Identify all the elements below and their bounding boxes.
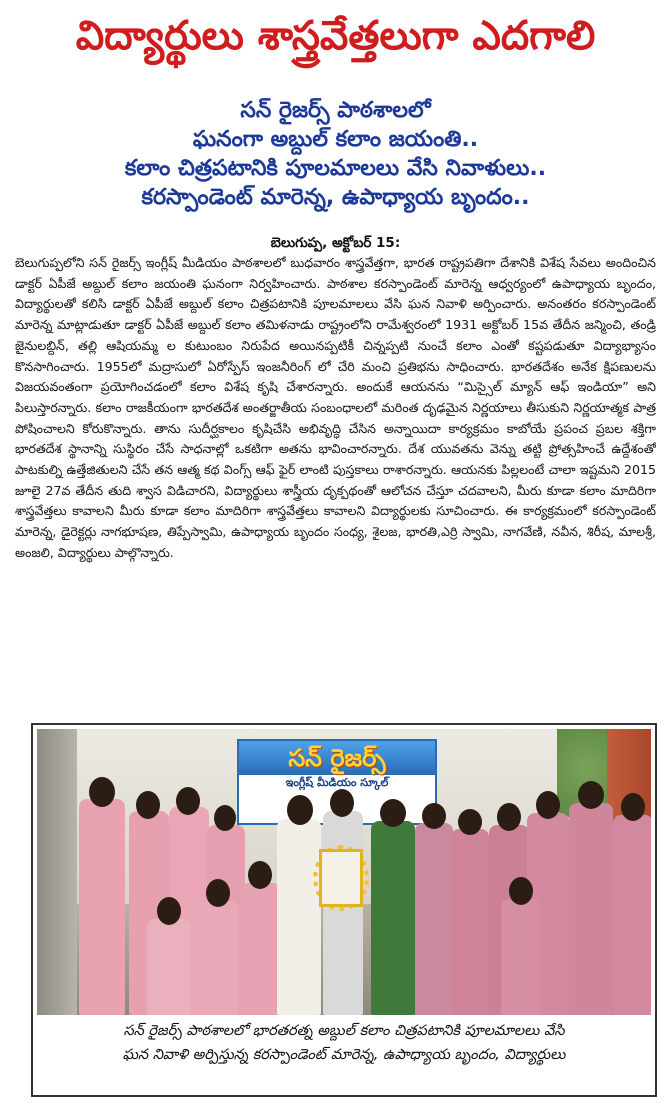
news-photo-frame bbox=[31, 723, 657, 1097]
headline: విద్యార్థులు శాస్త్రవేత్తలుగా ఎదగాలి bbox=[75, 13, 596, 59]
banner-subtitle: ఇంగ్లీష్ మీడియం స్కూల్ bbox=[285, 776, 389, 789]
student-head bbox=[176, 787, 200, 815]
student-figure bbox=[569, 803, 613, 1015]
caption-line-2: ఘన నివాళి అర్పిస్తున్న కరస్పాండెంట్ మారెన్న, ఉపాధ్యాయ బృందం, విద్యార్థులు bbox=[122, 1047, 566, 1063]
student-head bbox=[458, 809, 482, 835]
student-figure bbox=[451, 829, 489, 1015]
student-head bbox=[157, 897, 181, 925]
student-head bbox=[136, 791, 160, 819]
subhead-line-4: కరస్పాండెంట్ మారెన్న, ఉపాధ్యాయ బృందం.. bbox=[141, 185, 530, 210]
student-figure bbox=[241, 883, 281, 1015]
photo-pillar-left bbox=[37, 729, 77, 1015]
student-head bbox=[206, 879, 230, 907]
banner-title: సన్ రైజర్స్ bbox=[239, 741, 435, 775]
subheadlines bbox=[20, 96, 651, 212]
student-figure bbox=[197, 901, 239, 1015]
student-figure bbox=[501, 899, 541, 1015]
teacher-head bbox=[422, 803, 446, 829]
article-body bbox=[15, 253, 656, 693]
teacher-figure bbox=[415, 823, 453, 1015]
student-head bbox=[578, 781, 604, 809]
teacher-figure bbox=[371, 821, 415, 1015]
subhead-line-3: కలాం చిత్రపటానికి పూలమాలలు వేసి నివాళులు.. bbox=[124, 156, 547, 181]
article-paragraph: బెలుగుప్పలోని సన్ రైజర్స్ ఇంగ్లీష్ మీడియం పాఠశాలలో బుధవారం శాస్త్రవేత్తగా, భారత రాష్ట్రపతిగా దేశానికి విశేష సేవలు అందించిన డాక్టర్ ఏపీజే అబ్దుల్ కలాం జయంతి ఘనంగా నిర్వహించారు. పాఠశాల కరస్పాండెంట్ మారెన్న ఆధ్వర్యంలో ఉపాధ్యాయ బృందం, విద్యార్థులతో కలిసి డాక్టర్ ఏపీజే అబ్దుల్ కలాం చిత్రపటానికి పూలమాలలు వేసి ఘన నివాళి అర్పించారు. అనంతరం కరస్పాండెంట్ మారెన్న మాట్లాడుతూ డాక్టర్ ఏపీజే అబ్దుల్ కలాం తమిళనాడు రాష్ట్రంలోని రామేశ్వరంలో 1931 అక్టోబర్ 15వ తేదీన జన్మించి, తండ్రి జైనులబ్దిన్, తల్లి ఆషియమ్మ ల కుటుంబం నిరుపేద అయినప్పటికీ చిన్నప్పటి నుంచే కలాం ఎంతో కష్టపడుతూ విద్యాభ్యాసం కొనసాగించారు. 1955లో మద్రాసులో ఏరోస్పేస్ ఇంజనీరింగ్ లో చేరి మంచి ప్రతిభను సాధించారు. భారతదేశం అనేక క్షిపణులను విజయవంతంగా ప్రయోగించడంలో కలాం విశేష కృషి చేశారన్నారు. అందుకే ఆయనను “మిస్సైల్ మ్యాన్ ఆఫ్ ఇండియా” అని పిలుస్తారన్నారు. కలాం రాజకీయంగా భారతదేశ అంతర్జాతీయ సంబంధాలలో మరింత దృఢమైన నిర్ణయాలు తీసుకుని నిర్ణయాత్మక పాత్ర పోషించాలని కోరుకొన్నారు. తాను సుదీర్ఘకాలం కృషిచేసి అభివృద్ధి చేసిన అన్నాయిదా కార్యక్రమం కాబోయే ప్రపంచ ప్రబల శక్తిగా భారతదేశ స్థానాన్ని సుస్థిరం చేసే సాధనాల్లో ఒకటిగా అతను భావించారన్నారు. దేశ యువతను వెన్ను తట్టి ప్రోత్సహించే ఉద్దేశంతో పాటకుల్ని ఉత్తేజితులని చేసే తన ఆత్మ కథ వింగ్స్ ఆఫ్ ఫైర్ లాంటి పుస్తకాలు రాశారన్నారు. ఆయనకు పిల్లలంటే చాలా ఇష్టమని 2015 జూలై 27వ తేదీన తుది శ్వాస విడిచారని, విద్యార్థులు శాస్త్రీయ దృక్పథంతో ఆలోచన చేస్తూ చదవాలని, మీరు కూడా కలాం మాదిరిగా శాస్త్రవేత్తలు కావాలని మీరు కూడా కలాం మాదిరిగా శాస్త్రవేత్తలు కావాలని విద్యార్థులకు సూచించారు. ఈ కార్యక్రమంలో కరస్పాండెంట్ మారెన్న, డైరెక్టర్లు నాగభూషణ, తిప్పేస్వామి, ఉపాధ్యాయ బృందం సంధ్య, శైలజ, భారతి,ఎర్రి స్వామి, నాగవేణి, నవీన, శిరీష, మాలశ్రీ, అంజలి, విద్యార్థులు పాల్గొన్నారు. bbox=[15, 255, 656, 560]
news-photo bbox=[37, 729, 651, 1015]
photo-caption bbox=[37, 1019, 651, 1067]
correspondent-head bbox=[287, 795, 313, 825]
correspondent-figure bbox=[277, 819, 321, 1015]
student-head bbox=[214, 805, 236, 831]
student-head bbox=[536, 791, 560, 819]
student-head bbox=[89, 777, 115, 807]
subhead-line-2: ఘనంగా అబ్దుల్ కలాం జయంతి.. bbox=[192, 127, 479, 152]
student-head bbox=[497, 803, 521, 831]
student-head bbox=[509, 877, 533, 905]
student-figure bbox=[79, 799, 125, 1015]
student-head bbox=[621, 793, 645, 821]
caption-line-1: సన్ రైజర్స్ పాఠశాలలో భారతరత్న అబ్దుల్ కలాం చిత్రపటానికి పూలమాలలు వేసి bbox=[123, 1023, 565, 1039]
teacher-head bbox=[380, 799, 406, 827]
student-figure bbox=[147, 919, 191, 1015]
dateline: బెలుగుప్ప, అక్టోబర్ 15: bbox=[270, 235, 401, 251]
subhead-line-1: సన్ రైజర్స్ పాఠశాలలో bbox=[240, 98, 431, 123]
student-head bbox=[248, 861, 272, 889]
student-figure bbox=[613, 815, 651, 1015]
teacher-head bbox=[330, 789, 354, 817]
kalam-portrait bbox=[319, 849, 363, 907]
teacher-figure bbox=[323, 811, 363, 1015]
